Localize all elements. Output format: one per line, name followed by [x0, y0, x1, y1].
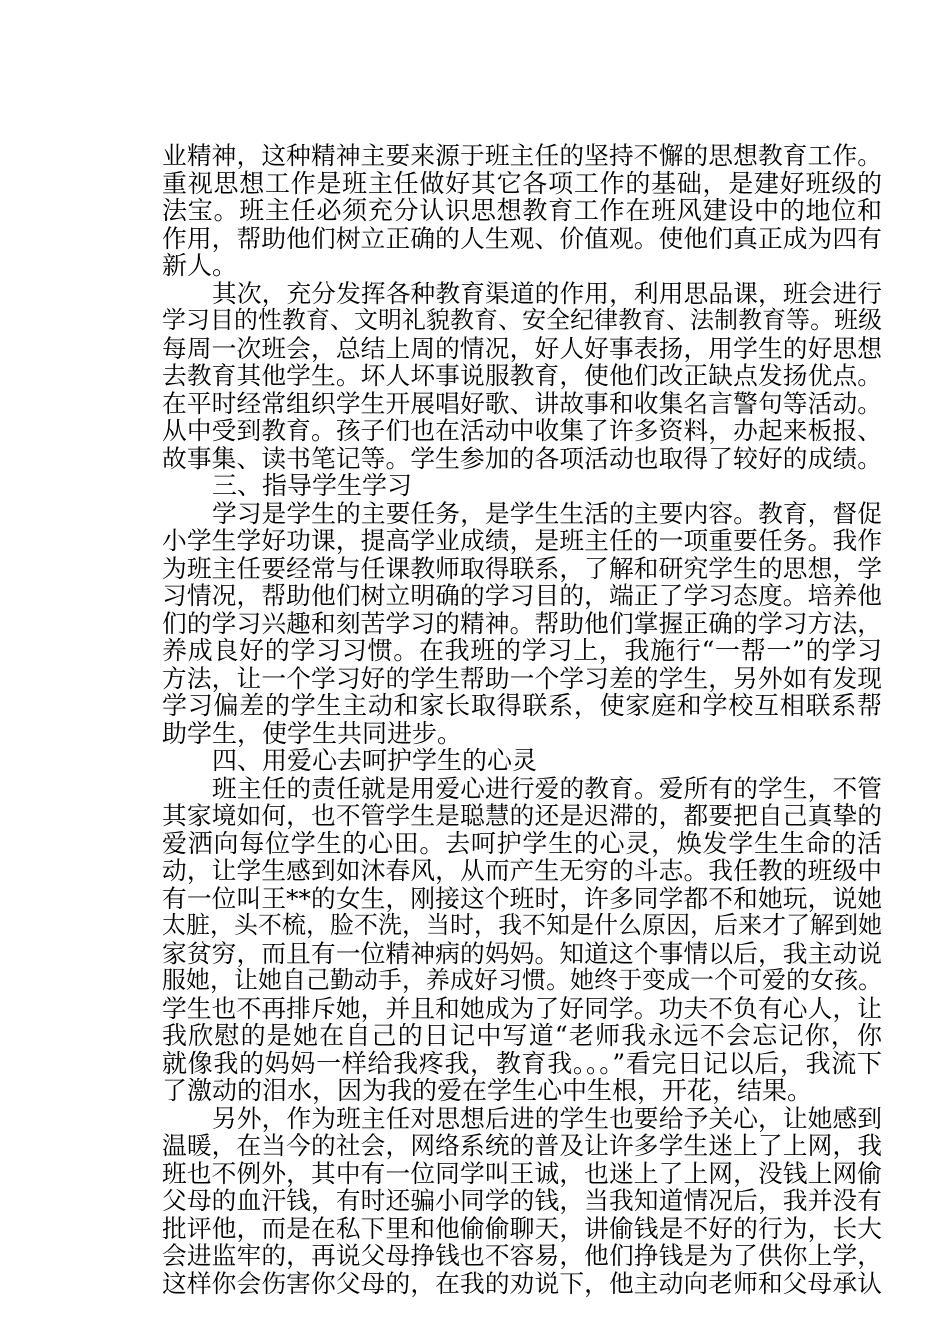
text-line: 这样你会伤害你父母的，在我的劝说下，他主动向老师和父母承认 [162, 1268, 882, 1298]
text-line: 重视思想工作是班主任做好其它各项工作的基础，是建好班级的 [162, 168, 882, 198]
text-line: 就像我的妈妈一样给我疼我，教育我。。。”看完日记以后，我流下 [162, 1048, 882, 1078]
text-line: 助学生，使学生共同进步。 [162, 718, 463, 748]
text-line: 方法，让一个学习好的学生帮助一个学习差的学生，另外如有发现 [162, 663, 882, 693]
text-line: 其家境如何，也不管学生是聪慧的还是迟滞的，都要把自己真挚的 [162, 801, 882, 830]
text-line: 们的学习兴趣和刻苦学习的精神。帮助他们掌握正确的学习方法， [162, 608, 882, 638]
text-line: 学习偏差的学生主动和家长取得联系，使家庭和学校互相联系帮 [162, 691, 882, 720]
text-line: 学习是学生的主要任务，是学生生活的主要内容。教育，督促 [212, 498, 882, 528]
text-line: 服她，让她自己勤动手，养成好习惯。她终于变成一个可爱的女孩。 [162, 966, 882, 994]
text-line: 在平时经常组织学生开展唱好歌、讲故事和收集名言警句等活动。 [162, 388, 882, 418]
text-line: 另外，作为班主任对思想后进的学生也要给予关心，让她感到 [212, 1103, 882, 1133]
text-line: 温暖，在当今的社会，网络系统的普及让许多学生迷上了上网，我 [162, 1131, 882, 1160]
text-line: 动，让学生感到如沐春风，从而产生无穷的斗志。我任教的班级中 [162, 856, 882, 885]
text-line: 太脏，头不梳，脸不洗，当时，我不知是什么原因，后来才了解到她 [162, 911, 882, 939]
text-line: 爱洒向每位学生的心田。去呵护学生的心灵，焕发学生生命的活 [162, 828, 882, 858]
text-line: 作用，帮助他们树立正确的人生观、价值观。使他们真正成为四有 [162, 223, 882, 253]
text-line: 班也不例外，其中有一位同学叫王诚，也迷上了上网，没钱上网偷 [162, 1158, 882, 1188]
text-line: 业精神，这种精神主要来源于班主任的坚持不懈的思想教育工作。 [162, 141, 882, 170]
text-line: 我欣慰的是她在自己的日记中写道“老师我永远不会忘记你，你 [162, 1021, 882, 1050]
text-line: 习情况，帮助他们树立明确的学习目的，端正了学习态度。培养他 [162, 581, 882, 610]
text-line: 法宝。班主任必须充分认识思想教育工作在班风建设中的地位和 [162, 196, 882, 225]
text-line: 批评他，而是在私下里和他偷偷聊天，讲偷钱是不好的行为，长大 [162, 1213, 882, 1243]
text-line: 有一位叫王**的女生，刚接这个班时，许多同学都不和她玩，说她 [162, 883, 882, 913]
text-line: 家贫穷，而且有一位精神病的妈妈。知道这个事情以后，我主动说 [162, 938, 882, 968]
text-line: 从中受到教育。孩子们也在活动中收集了许多资料，办起来板报、 [162, 416, 882, 445]
text-line: 四、用爱心去呵护学生的心灵 [212, 746, 538, 775]
text-line: 班主任的责任就是用爱心进行爱的教育。爱所有的学生，不管 [212, 773, 882, 803]
text-line: 小学生学好功课，提高学业成绩，是班主任的一项重要任务。我作 [162, 526, 882, 555]
text-line: 学生也不再排斥她，并且和她成为了好同学。功夫不负有心人，让 [162, 993, 882, 1023]
text-line: 学习目的性教育、文明礼貌教育、安全纪律教育、法制教育等。班级 [162, 306, 882, 334]
text-line: 了激动的泪水，因为我的爱在学生心中生根，开花，结果。 [162, 1076, 813, 1105]
document-body [162, 142, 882, 1297]
text-line: 会进监牢的，再说父母挣钱也不容易，他们挣钱是为了供你上学， [162, 1241, 882, 1270]
text-line: 每周一次班会，总结上周的情况，好人好事表扬，用学生的好思想 [162, 333, 882, 363]
text-line: 养成良好的学习习惯。在我班的学习上，我施行“一帮一”的学习 [162, 636, 882, 665]
text-line: 新人。 [162, 251, 238, 280]
text-line: 故事集、读书笔记等。学生参加的各项活动也取得了较好的成绩。 [162, 443, 882, 473]
text-line: 为班主任要经常与任课教师取得联系，了解和研究学生的思想，学 [162, 553, 882, 583]
text-line: 三、指导学生学习 [212, 471, 413, 500]
text-line: 去教育其他学生。坏人坏事说服教育，使他们改正缺点发扬优点。 [162, 361, 882, 390]
text-line: 父母的血汗钱，有时还骗小同学的钱，当我知道情况后，我并没有 [162, 1186, 882, 1215]
text-line: 其次，充分发挥各种教育渠道的作用，利用思品课，班会进行 [212, 278, 882, 308]
